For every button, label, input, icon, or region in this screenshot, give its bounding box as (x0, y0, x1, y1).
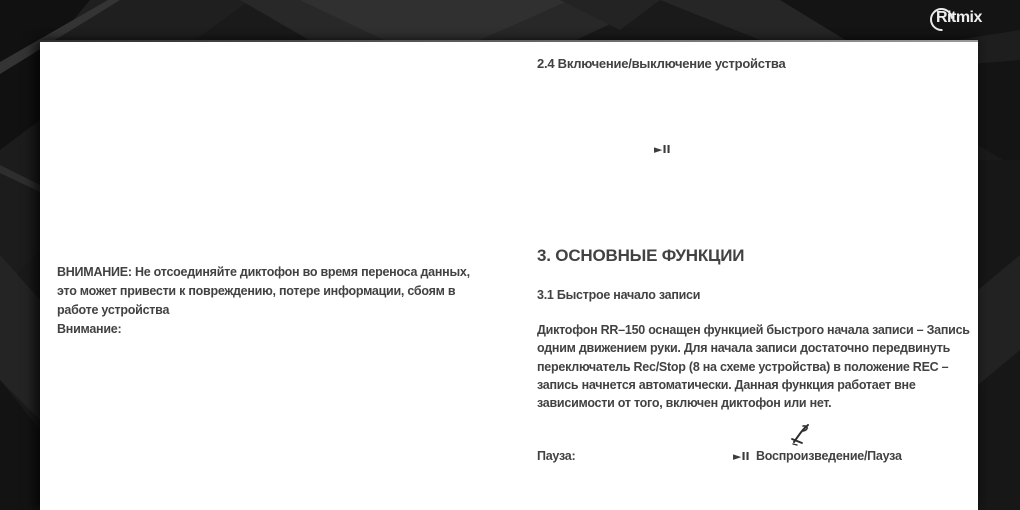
warning-label: Внимание: (57, 322, 122, 336)
warning-paragraph (57, 263, 481, 339)
scribble-icon (789, 423, 813, 447)
section-3-1-body: Диктофон RR–150 оснащен функцией быстрого начала записи – Запись одним движением руки. Для начала записи достаточно передвинуть переключатель Rec/Stop (8 на схеме устройства) в положение REC – запись начнется автоматически. Данная функция работает вне зависимости от того, включен диктофон или нет. (537, 323, 970, 411)
section-3-1-title: 3.1 Быстрое начало записи (537, 288, 701, 302)
page-top-edge (40, 40, 978, 42)
warning-text: ВНИМАНИЕ: Не отсоединяйте диктофон во время переноса данных, это может привести к повреждению, потере информации, сбоям в работе устройства (57, 265, 470, 317)
pause-label: Пауза: (537, 449, 576, 463)
section-2-4-title: 2.4 Включение/выключение устройства (537, 56, 786, 71)
playback-pause-label: Воспроизведение/Пауза (756, 449, 902, 463)
play-pause-icon: ►II (654, 143, 671, 156)
play-pause-icon-small: ►II (733, 450, 750, 463)
section-3-title: 3. ОСНОВНЫЕ ФУНКЦИИ (537, 246, 745, 265)
logo-text: Ritmix (936, 9, 982, 26)
ritmix-logo (926, 6, 996, 34)
manual-page (40, 42, 978, 510)
